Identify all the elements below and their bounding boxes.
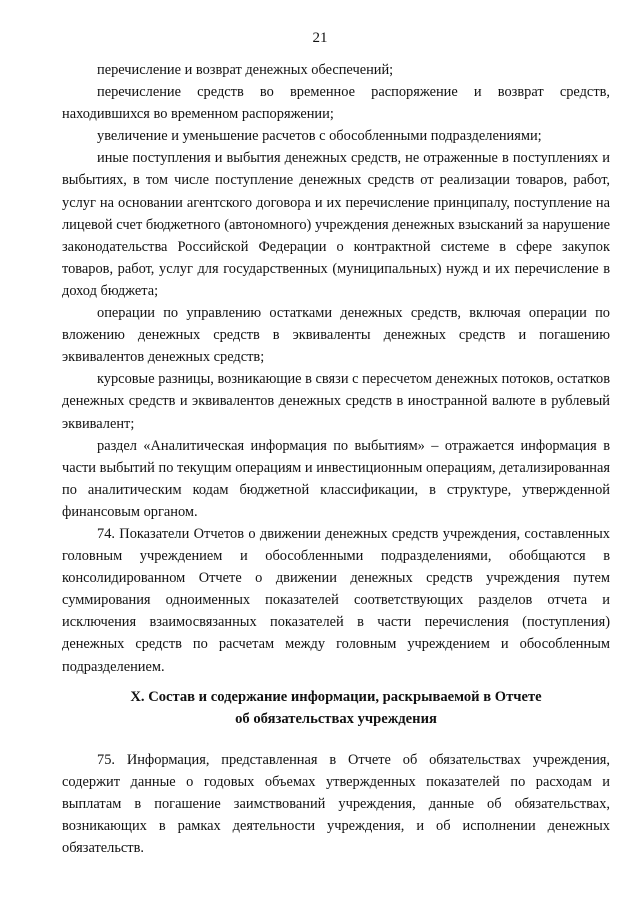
paragraph-other-receipts: иные поступления и выбытия денежных средств, не отраженные в поступлениях и выбытиях, в том числе поступление денежных средств от реализации товаров, работ, услуг на основании агентского договора и их перечисление принципалу, поступление на лицевой счет бюджетного (автономного) учреждения денежных взысканий за нарушение законодательства Российской Федерации о контрактной системе в сфере закупок товаров, работ, услуг для государственных (муниципальных) нужд и их перечисление в доход бюджета; [62,150,610,299]
section-title-line-1: X. Состав и содержание информации, раскрываемой в Отчете [130,689,542,705]
page-number: 21 [312,30,328,46]
body-text [62,59,610,678]
paragraph-balance-management: операции по управлению остатками денежных средств, включая операции по вложению денежных средств в эквиваленты денежных средств и погашению эквивалентов денежных средств; [62,305,610,366]
paragraph-74: 74. Показатели Отчетов о движении денежных средств учреждения, составленных головным учреждением и обособленными подразделениями, обобщаются в консолидированном Отчете о движении денежных средств учреждения путем суммирования одноименных показателей соответствующих разделов отчета и исключения взаимосвязанных показателей в части перечисления (поступления) денежных средств по расчетам между головным учреждением и обособленным подразделением. [62,525,610,675]
paragraph-temporary-disposal: перечисление средств во временное распоряжение и возврат средств, находившихся во временном распоряжении; [62,84,610,123]
section-title [62,686,610,730]
paragraph-return-of-deposits: перечисление и возврат денежных обеспечений; [97,62,394,78]
paragraph-exchange-differences: курсовые разницы, возникающие в связи с пересчетом денежных потоков, остатков денежных средств и эквивалентов денежных средств в иностранной валюте в рублевый эквивалент; [62,371,610,432]
paragraph-separate-divisions: увеличение и уменьшение расчетов с обособленными подразделениями; [97,128,542,145]
section-title-line-2: об обязательствах учреждения [235,711,437,727]
body-text-section-x [62,749,610,859]
paragraph-75: 75. Информация, представленная в Отчете об обязательствах учреждения, содержит данные о годовых объемах утвержденных показателей по расходам и выплатам в погашение заимствований учреждения, данные об обязательствах, возникающих в рамках деятельности учреждения, и об исполнении денежных обязательств. [62,752,610,857]
paragraph-analytical-section: раздел «Аналитическая информация по выбытиям» – отражается информация в части выбытий по текущим операциям и инвестиционным операциям, детализированная по аналитическим кодам бюджетной классификации, в структуре, утвержденной финансовым органом. [62,437,610,520]
